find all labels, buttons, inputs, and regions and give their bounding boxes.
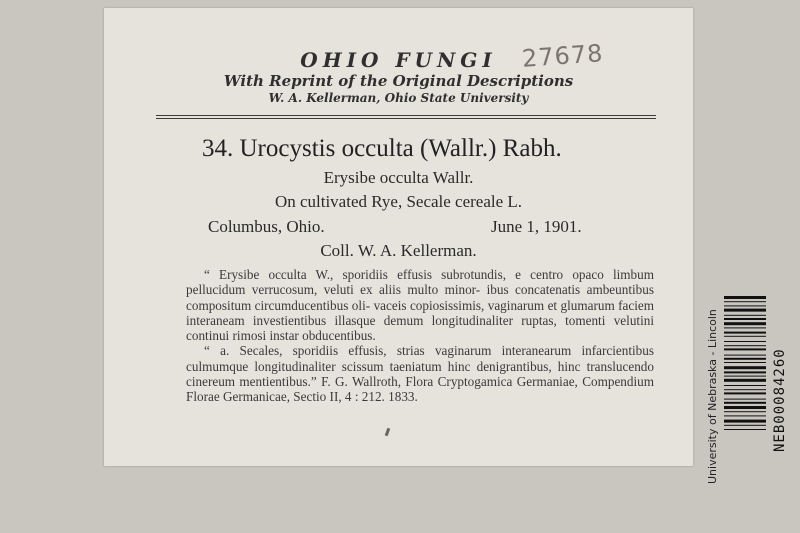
barcode-bar	[724, 327, 766, 328]
ink-mark	[385, 428, 391, 437]
label-author: W. A. Kellerman, Ohio State University	[268, 91, 529, 105]
barcode-bar	[724, 366, 766, 369]
barcode-bar	[724, 305, 766, 306]
barcode-bar	[724, 358, 766, 360]
barcode-bar	[724, 336, 766, 337]
host: On cultivated Rye, Secale cereale L.	[274, 192, 523, 211]
collector: Coll. W. A. Kellerman.	[320, 241, 477, 260]
species-heading	[202, 135, 562, 163]
description-paragraph: “ Erysibe occulta W., sporidiis effusis subrotundis, e centro opaco limbum pellucidum verrucosum, veluti ex aliis multo minor- ibus concatenatis ambeuntibus compositum circumducentibus oli- vaceis copiosissimis, vaginarum et glumarum faciem interaneam investientibus illasque demum longitudinaliter ruptas, tomenti velutini continui rimosi instar obducentibus.	[186, 267, 655, 344]
barcode-bar	[724, 406, 766, 409]
specimen-label	[104, 8, 693, 466]
collection-date: June 1, 1901.	[491, 217, 582, 236]
handwritten-accession-number: 27678	[521, 39, 605, 73]
barcode-bar	[724, 318, 766, 320]
barcode-bar	[724, 379, 766, 382]
institution-label: University of Nebraska - Lincoln	[706, 309, 719, 484]
barcode-bar	[724, 309, 766, 312]
barcode-bar	[724, 415, 766, 416]
barcode-bar	[724, 322, 766, 325]
barcode-bar	[724, 399, 766, 400]
description-paragraph: “ a. Secales, sporidiis effusis, strias vaginarum interanearum infarcientibus culmumque longitudinaliter scissum taeniatum hinc denigrantibus, hinc translucendo cinereum mentientibus.” F. G. Wallroth, Flora Cryptogamica Germaniae, Compendium Florae Germanicae, Sectio II, 4 : 212. 1833.	[186, 343, 654, 405]
barcode-bar	[724, 296, 766, 299]
label-title: OHIO FUNGI	[300, 48, 497, 72]
barcode-bar	[724, 362, 766, 363]
barcode-bar	[724, 371, 766, 373]
barcode-bar	[724, 402, 766, 404]
divider-rule	[156, 118, 656, 119]
original-description	[186, 267, 654, 405]
species-number: 34.	[202, 135, 234, 162]
barcode-bar	[724, 341, 766, 342]
barcode-bar	[724, 425, 766, 426]
barcode-bar	[724, 389, 766, 390]
barcode-bar	[724, 301, 766, 302]
barcode-bar	[724, 392, 766, 394]
synonym: Erysibe occulta Wallr.	[323, 168, 474, 187]
barcode-bar	[724, 345, 766, 346]
barcode-bar	[724, 315, 766, 316]
barcode-bar	[724, 332, 766, 334]
label-subtitle: With Reprint of the Original Descriptions	[223, 72, 574, 90]
barcode-bar	[724, 348, 766, 350]
barcode-bar	[724, 420, 766, 423]
barcode-bar	[724, 429, 766, 430]
barcode-bar	[724, 376, 766, 377]
barcode-bar	[724, 355, 766, 356]
barcode-bar	[724, 385, 766, 386]
divider-rule	[156, 115, 656, 116]
species-name: Urocystis occulta (Wallr.) Rabh.	[239, 135, 562, 162]
locality: Columbus, Ohio.	[208, 217, 325, 236]
barcode-bar	[724, 411, 766, 412]
barcode-number: NEB00084260	[772, 348, 788, 452]
